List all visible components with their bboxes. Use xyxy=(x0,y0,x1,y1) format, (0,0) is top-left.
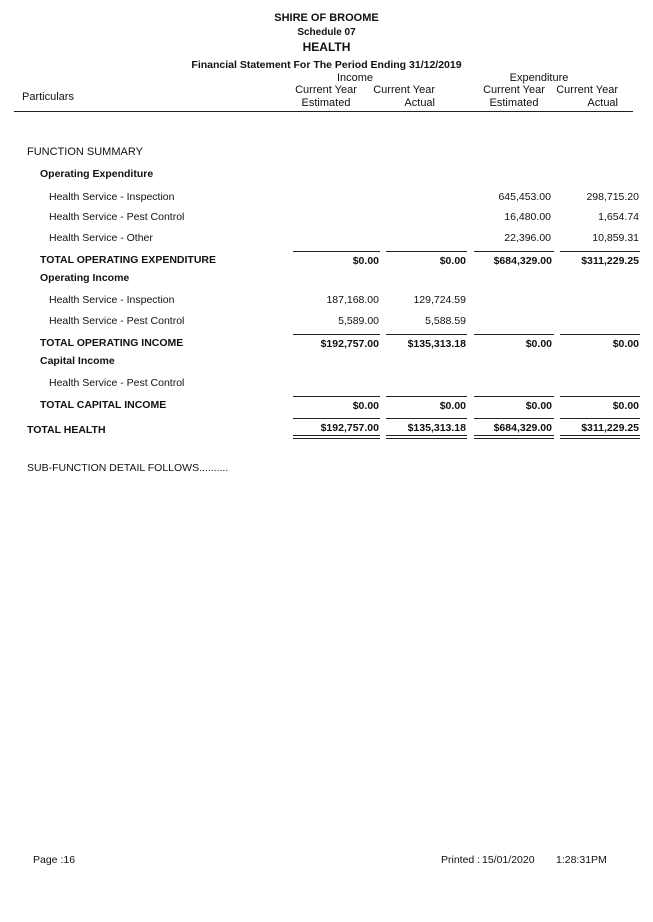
operating-income-heading: Operating Income xyxy=(40,272,130,284)
schedule-label: Schedule 07 xyxy=(297,27,356,38)
report-title: HEALTH xyxy=(302,40,351,54)
expenditure-group-heading: Expenditure xyxy=(509,72,569,84)
printed-date: 15/01/2020 xyxy=(482,854,535,866)
income-actual-heading: Current Year Actual xyxy=(373,84,435,109)
period-line: Financial Statement For The Period Ending 31/12/2019 xyxy=(191,59,462,71)
org-name: SHIRE OF BROOME xyxy=(274,12,379,24)
expenditure-actual-heading: Current Year Actual xyxy=(556,84,618,109)
page-number: Page :16 xyxy=(33,854,76,866)
expenditure-estimated-heading: Current Year Estimated xyxy=(483,84,545,109)
operating-expenditure-heading: Operating Expenditure xyxy=(40,168,154,180)
particulars-heading: Particulars xyxy=(22,91,74,103)
sub-function-note: SUB-FUNCTION DETAIL FOLLOWS.......... xyxy=(27,462,229,474)
capital-income-heading: Capital Income xyxy=(40,355,115,367)
header-rule xyxy=(14,111,633,112)
printed-label: Printed : xyxy=(441,854,481,866)
printed-time: 1:28:31PM xyxy=(556,854,607,866)
section-title: FUNCTION SUMMARY xyxy=(27,146,143,158)
income-estimated-heading: Current Year Estimated xyxy=(295,84,357,109)
income-group-heading: Income xyxy=(336,72,374,84)
